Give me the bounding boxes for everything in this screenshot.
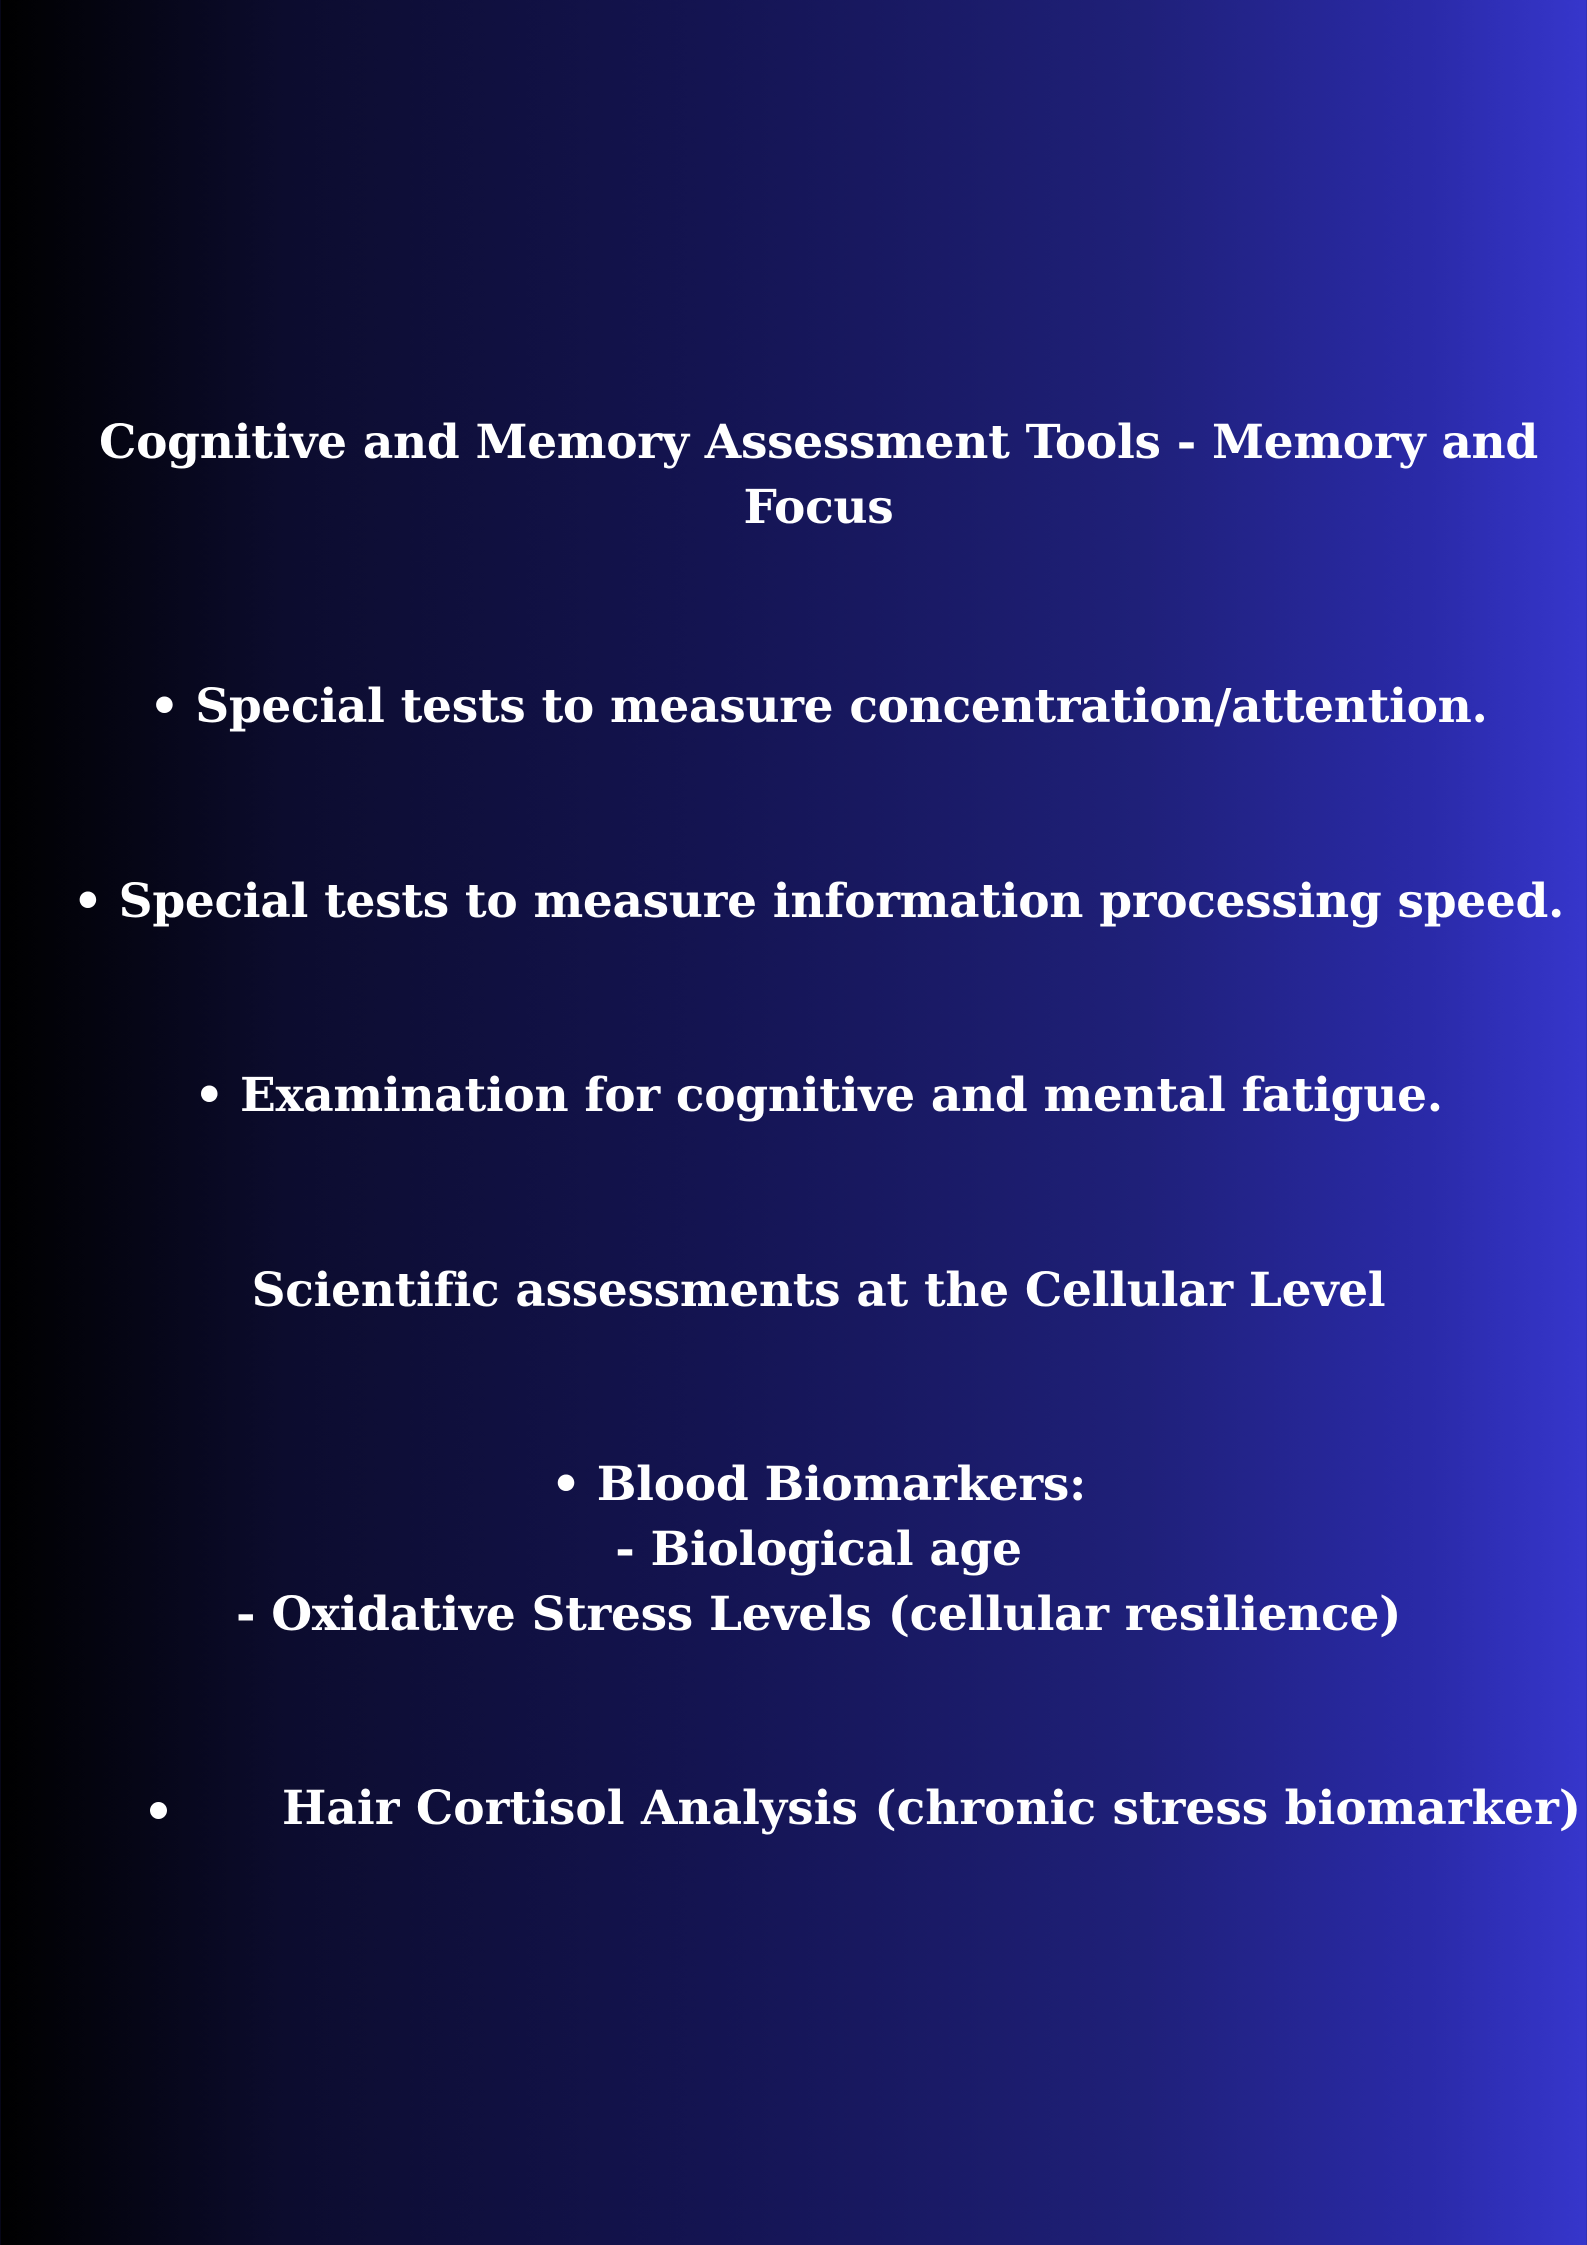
oxidative-stress-item: - Oxidative Stress Levels (cellular resilience) (235, 1587, 1402, 1642)
section-heading: Scientific assessments at the Cellular Level (251, 1263, 1386, 1318)
hair-cortisol-item (0, 1776, 1587, 1846)
bullet-concentration: • Special tests to measure concentration/attention. (149, 679, 1488, 734)
bullet-dot-icon (150, 1802, 167, 1819)
bullet-processing-speed: • Special tests to measure information processing speed. (72, 874, 1565, 929)
page-title (0, 410, 1587, 540)
bullet-fatigue: • Examination for cognitive and mental fatigue. (194, 1068, 1443, 1123)
hair-cortisol-text: Hair Cortisol Analysis (chronic stress biomarker) (282, 1781, 1582, 1836)
blood-biomarkers-title: • Blood Biomarkers: (550, 1457, 1087, 1512)
title-line-2: Focus (743, 480, 894, 535)
blood-biomarkers-block (0, 1452, 1587, 1647)
title-line-1: Cognitive and Memory Assessment Tools - Memory and (99, 415, 1538, 470)
biological-age-item: - Biological age (615, 1522, 1022, 1577)
